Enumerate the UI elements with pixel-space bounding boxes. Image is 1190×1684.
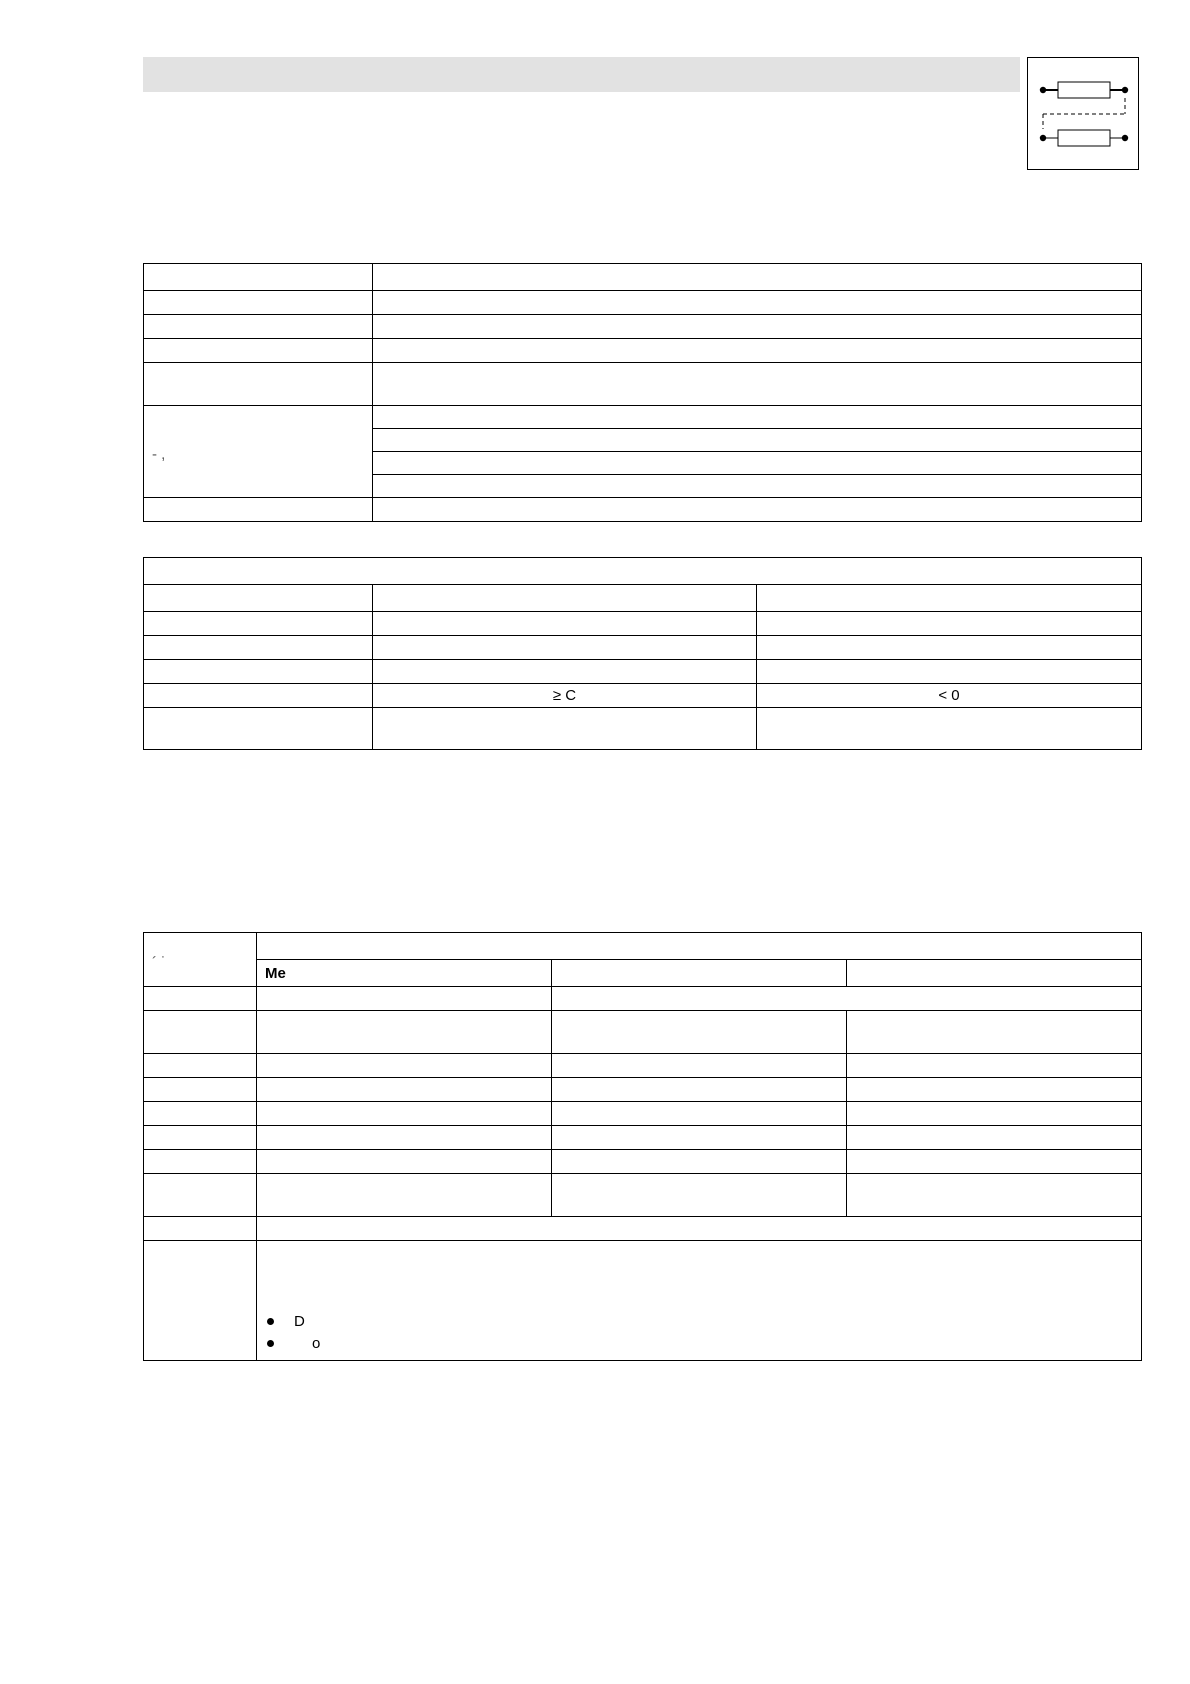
table-cell bbox=[144, 987, 257, 1011]
table-row bbox=[144, 987, 1142, 1011]
table-row bbox=[144, 1011, 1142, 1054]
table-cell bbox=[552, 1054, 847, 1078]
table-row bbox=[144, 264, 1142, 291]
table-cell bbox=[144, 612, 373, 636]
table-cell bbox=[144, 339, 373, 363]
table-cell bbox=[257, 1011, 552, 1054]
table-row bbox=[144, 708, 1142, 750]
table-cell bbox=[373, 708, 757, 750]
table-cell bbox=[373, 475, 1142, 498]
condition-cell: ≥ C bbox=[373, 684, 757, 708]
table-cell bbox=[373, 660, 757, 684]
table-row bbox=[144, 315, 1142, 339]
table-cell bbox=[144, 1126, 257, 1150]
table-row bbox=[144, 636, 1142, 660]
table-cell bbox=[257, 1217, 1142, 1241]
bullet-icon bbox=[267, 1340, 274, 1347]
parameter-table-2 bbox=[143, 557, 1142, 750]
notes-cell bbox=[257, 1241, 1142, 1361]
table-cell bbox=[373, 429, 1142, 452]
table-cell-left-mark: - , bbox=[144, 406, 373, 498]
table-cell bbox=[257, 1078, 552, 1102]
table-cell bbox=[144, 498, 373, 522]
two-series-resistors-icon bbox=[1028, 58, 1140, 171]
table-cell bbox=[552, 987, 1142, 1011]
table-header-cell bbox=[257, 933, 1142, 960]
table-title-cell bbox=[144, 558, 1142, 585]
table-cell bbox=[144, 1150, 257, 1174]
table-row bbox=[144, 406, 1142, 429]
table-cell bbox=[847, 1150, 1142, 1174]
table-cell bbox=[757, 585, 1142, 612]
table-cell bbox=[847, 1054, 1142, 1078]
table-cell bbox=[757, 708, 1142, 750]
table-cell bbox=[144, 315, 373, 339]
table-cell bbox=[373, 363, 1142, 406]
table-cell bbox=[552, 1126, 847, 1150]
table-cell bbox=[552, 1174, 847, 1217]
table-row bbox=[144, 1102, 1142, 1126]
table-cell bbox=[847, 1126, 1142, 1150]
table-cell bbox=[373, 612, 757, 636]
table-cell bbox=[757, 612, 1142, 636]
table-cell bbox=[757, 660, 1142, 684]
table-row bbox=[144, 612, 1142, 636]
column-header-me: Me bbox=[257, 960, 552, 987]
table-cell bbox=[144, 1174, 257, 1217]
table-cell bbox=[373, 406, 1142, 429]
table-cell bbox=[373, 452, 1142, 475]
parameter-table-3 bbox=[143, 932, 1142, 1361]
table-cell bbox=[373, 291, 1142, 315]
table-cell bbox=[144, 264, 373, 291]
table-row bbox=[144, 1126, 1142, 1150]
list-item-text: o bbox=[312, 1334, 321, 1352]
table-cell bbox=[552, 1078, 847, 1102]
section-header-bar bbox=[143, 57, 1020, 92]
table-row bbox=[144, 1241, 1142, 1361]
table-cell bbox=[144, 1217, 257, 1241]
table-cell bbox=[847, 1102, 1142, 1126]
table-cell bbox=[144, 1102, 257, 1126]
table-cell bbox=[373, 264, 1142, 291]
table-cell bbox=[257, 1174, 552, 1217]
table-cell bbox=[552, 1102, 847, 1126]
table-row bbox=[144, 1078, 1142, 1102]
table-cell bbox=[257, 1054, 552, 1078]
table-cell bbox=[552, 1150, 847, 1174]
table-row bbox=[144, 933, 1142, 960]
table-cell bbox=[373, 585, 757, 612]
logo-box bbox=[1027, 57, 1139, 170]
table-cell bbox=[552, 1011, 847, 1054]
condition-cell: < 0 bbox=[757, 684, 1142, 708]
table-cell bbox=[847, 960, 1142, 987]
table-cell bbox=[144, 585, 373, 612]
table-cell bbox=[257, 1150, 552, 1174]
table-cell bbox=[144, 1241, 257, 1361]
table-cell bbox=[144, 1011, 257, 1054]
table-row bbox=[144, 684, 1142, 708]
table-row bbox=[144, 1150, 1142, 1174]
table-row bbox=[144, 1217, 1142, 1241]
table-row bbox=[144, 498, 1142, 522]
table-row bbox=[144, 960, 1142, 987]
list-item bbox=[265, 1310, 1133, 1332]
table-row bbox=[144, 660, 1142, 684]
table-cell bbox=[373, 339, 1142, 363]
list-item-text: D bbox=[294, 1312, 305, 1330]
table-row bbox=[144, 291, 1142, 315]
table-cell bbox=[144, 1054, 257, 1078]
table-cell bbox=[552, 960, 847, 987]
table-cell bbox=[757, 636, 1142, 660]
table-row bbox=[144, 363, 1142, 406]
table-cell bbox=[144, 363, 373, 406]
table-cell bbox=[257, 987, 552, 1011]
table-cell bbox=[144, 660, 373, 684]
table-corner-cell: ´ ˙ bbox=[144, 933, 257, 987]
table-cell bbox=[257, 1126, 552, 1150]
table-cell bbox=[847, 1174, 1142, 1217]
table-row bbox=[144, 585, 1142, 612]
table-cell bbox=[847, 1078, 1142, 1102]
table-cell bbox=[257, 1102, 552, 1126]
table-row bbox=[144, 558, 1142, 585]
parameter-table-1 bbox=[143, 263, 1142, 522]
table-cell bbox=[373, 315, 1142, 339]
table-row bbox=[144, 1174, 1142, 1217]
table-row bbox=[144, 339, 1142, 363]
table-cell bbox=[373, 636, 757, 660]
table-row bbox=[144, 1054, 1142, 1078]
table-cell bbox=[144, 684, 373, 708]
bullet-icon bbox=[267, 1318, 274, 1325]
table-cell bbox=[144, 291, 373, 315]
table-cell bbox=[144, 1078, 257, 1102]
table-cell bbox=[144, 708, 373, 750]
list-item bbox=[265, 1332, 1133, 1354]
table-cell bbox=[373, 498, 1142, 522]
table-cell bbox=[847, 1011, 1142, 1054]
table-cell bbox=[144, 636, 373, 660]
